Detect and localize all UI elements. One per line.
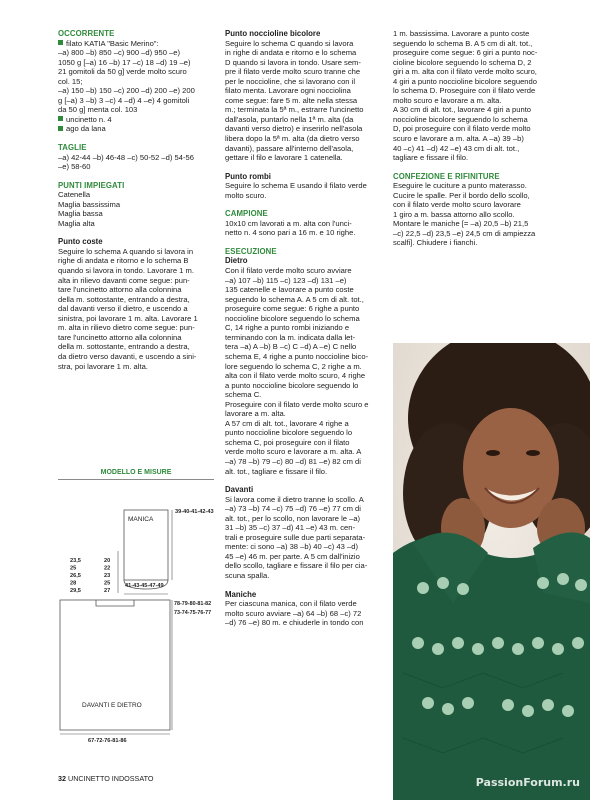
bullet-icon — [58, 126, 63, 131]
maniche-text — [225, 599, 382, 628]
dietro-line: alta con il filato verde molto scuro, 4 righe — [225, 371, 366, 381]
dietro-line: terminando con la m. indicata dalla let- — [225, 332, 356, 342]
dietro-line: Proseguire con il filato verde molto scuro e — [225, 399, 369, 409]
dietro-line: seguendo lo schema A. A 5 cm di alt. tot., — [225, 294, 364, 304]
campione-text — [225, 219, 382, 238]
left-measure-b: 22 — [104, 565, 111, 572]
coste-line: m. alta in rilievo dietro come segue: pun- — [58, 323, 195, 333]
left-measure-a: 23,5 — [70, 558, 81, 564]
dietro-line: lavorare a m. alta. — [225, 409, 286, 419]
confezione-line: 1 giro a m. bassa attorno allo scollo. — [393, 209, 515, 219]
confezione-line: Montare le maniche [= –a) 20,5 –b) 21,5 — [393, 219, 529, 229]
occorrente-lines — [58, 48, 214, 115]
coste-line: della m. sottostante, entrando a destra, — [58, 342, 190, 352]
rombi-title: Punto rombi — [225, 171, 271, 181]
noccioline-line: davanti verso dietro) e inserirlo nell'asola — [225, 124, 363, 134]
occorrente-line: g [–a) 3 –b) 3 –c) 4 –d) 4 –e) 4 gomitoli — [58, 95, 190, 105]
confezione-line: Cucire le spalle. Per il bordo dello scollo, — [393, 190, 530, 200]
noccioline-line: per le noccioline, che si lavorano con il — [225, 76, 356, 86]
modello-misure-diagram — [58, 469, 214, 752]
column-left — [58, 29, 214, 371]
model-photo-illustration — [393, 343, 590, 800]
noccioline-line: davanti), passare all'interno dell'asola, — [225, 143, 354, 153]
occorrente-needle: ago da lana — [58, 124, 214, 134]
column-middle — [225, 29, 382, 628]
manica-label: MANICA — [128, 516, 154, 523]
column-right — [393, 29, 551, 248]
punti-item: Catenella — [58, 190, 91, 200]
maniche-cont-line: seguendo lo schema B. A 5 cm di alt. tot., — [393, 38, 533, 48]
coste-line: righe di andata e ritorno e lo schema B — [58, 256, 189, 266]
dietro-line: verde molto scuro e lavorare a m. alta. A — [225, 447, 362, 457]
davanti-text — [225, 495, 382, 581]
maniche-cont-line: proseguire come segue: 6 giri a punto noc- — [393, 48, 538, 58]
body-label: DAVANTI E DIETRO — [82, 702, 142, 709]
noccioline-line: gettare il filo e lavorare 1 catenella. — [225, 153, 343, 163]
body-width-measure: 67-72-76-81-86 — [88, 738, 127, 744]
maniche-cont-line: tagliare e fissare il filo. — [393, 153, 469, 163]
neckline — [96, 600, 134, 606]
noccioline-line: come segue: fare 5 m. alte nella stessa — [225, 95, 358, 105]
davanti-line: mente: ci sono –a) 38 –b) 40 –c) 43 –d) — [225, 542, 358, 552]
dietro-line: Con il filato verde molto scuro avviare — [225, 266, 352, 276]
davanti-line: 45 –e) 46 m. per parte. A 5 cm dall'inizio — [225, 551, 360, 561]
manica-width-measure: 41-43-45-47-49 — [125, 583, 164, 589]
left-measure-b: 27 — [104, 588, 111, 594]
watermark: PassionForum.ru — [475, 776, 580, 789]
taglie-title: TAGLIE — [58, 143, 87, 153]
taglie-line: –e) 58-60 — [58, 162, 91, 172]
coste-line: stra, poi lavorare 1 m. alta. — [58, 361, 148, 371]
dietro-line: schema C, poi proseguire con il filato — [225, 437, 350, 447]
occorrente-hook: uncinetto n. 4 — [58, 115, 214, 125]
maniche-cont-line: D, poi proseguire con il filato verde molto — [393, 124, 531, 134]
noccioline-title: Punto noccioline bicolore — [225, 29, 321, 38]
maniche-cont-line: scuro e lavorare a m. alta. A –a) 39 –b) — [393, 134, 524, 144]
occorrente-line: –a) 150 –b) 150 –c) 200 –d) 200 –e) 200 — [58, 86, 195, 96]
coste-line: sinistra, poi lavorare 1 m. alta. Lavorare 1 — [58, 313, 198, 323]
maniche-line: molto scuro avviare –a) 64 –b) 68 –c) 72 — [225, 608, 362, 618]
maniche-line: Per ciascuna manica, con il filato verde — [225, 599, 357, 609]
taglie-line: –a) 42-44 –b) 46-48 –c) 50-52 –d) 54-56 — [58, 152, 194, 162]
davanti-line: alt. tot., per lo scollo, non lavorare le –a) — [225, 513, 361, 523]
maniche-continued-text — [393, 29, 551, 163]
noccioline-line: D quando si lavora in tondo. Usare sem- — [225, 57, 361, 67]
left-measure-b: 25 — [104, 580, 111, 587]
maniche-title: Maniche — [225, 589, 257, 599]
confezione-line: Eseguire le cuciture a punto materasso. — [393, 181, 527, 191]
page-number: 32 — [58, 774, 66, 783]
maniche-cont-line: giri a m. alta con il filato verde molto scuro, — [393, 67, 537, 77]
coste-line: Seguire lo schema A quando si lavora in — [58, 246, 194, 256]
maniche-cont-line: lo schema D. Proseguire con il filato verde — [393, 86, 536, 96]
esecuzione-title: ESECUZIONE — [225, 246, 277, 256]
maniche-cont-line: A 30 cm di alt. tot., lavorare 4 giri a punto — [393, 105, 532, 115]
dietro-line: A 57 cm di alt. tot., lavorare 4 righe a — [225, 418, 349, 428]
maniche-cont-line: cioline bicolore seguendo lo schema D, 2 — [393, 57, 532, 67]
coste-line: alta in rilievo davanti come segue: pun- — [58, 275, 190, 285]
coste-line: della m. sottostante, entrando a destra, — [58, 294, 190, 304]
dietro-line: tera –a) A –b) B –c) C –d) A –e) C nello — [225, 342, 357, 352]
left-measure-a: 28 — [70, 580, 77, 587]
page-footer — [58, 774, 153, 783]
rombi-text — [225, 181, 382, 200]
noccioline-line: filato menta. Lavorare ogni nocciolina — [225, 86, 351, 96]
coste-line: da dietro verso davanti, e uscendo a sini- — [58, 351, 197, 361]
occorrente-yarn: filato KATIA "Basic Merino": — [58, 39, 214, 49]
dietro-text — [225, 266, 382, 476]
noccioline-line: pre il filato verde molto scuro tranne che — [225, 67, 361, 77]
dietro-line: lore seguendo lo schema C, 2 righe a m. — [225, 361, 362, 371]
dietro-line: schema E, 4 righe a punto noccioline bico- — [225, 351, 369, 361]
davanti-line: –a) 73 –b) 74 –c) 75 –d) 76 –e) 77 cm di — [225, 504, 361, 514]
dietro-line: punto noccioline bicolore seguendo lo — [225, 428, 353, 438]
left-measure-b: 20 — [104, 558, 111, 564]
occorrente-line: col. 15; — [58, 76, 83, 86]
confezione-line: con il filato verde molto scuro lavorare — [393, 200, 521, 210]
noccioline-text — [225, 39, 382, 163]
schematic-svg — [58, 469, 214, 752]
maniche-cont-line: 1 m. bassissima. Lavorare a punto coste — [393, 29, 530, 38]
occorrente-line: 1050 g [–a) 16 –b) 17 –c) 18 –d) 19 –e) — [58, 57, 191, 67]
campione-title: CAMPIONE — [225, 209, 268, 219]
rombi-line: Seguire lo schema E usando il filato verde — [225, 181, 367, 191]
dietro-line: 135 catenelle e lavorare a punto coste — [225, 285, 354, 295]
punti-item: Maglia bassissima — [58, 199, 121, 209]
left-measure-a: 25 — [70, 565, 77, 572]
rombi-line: molto scuro. — [225, 190, 267, 200]
left-measures-a — [70, 558, 81, 594]
coste-line: tare l'uncinetto attorno alla colonnina — [58, 285, 182, 295]
dietro-line: alt. tot., tagliare e fissare il filo. — [225, 466, 328, 476]
dietro-line: noccioline bicolore seguendo lo schema — [225, 313, 360, 323]
occorrente-title: OCCORRENTE — [58, 29, 115, 38]
coste-line: dal davanti verso il dietro, e uscendo a — [58, 304, 188, 314]
davanti-line: trali e proseguire sulle due parti separata- — [225, 532, 366, 542]
dietro-line: schema C. — [225, 390, 262, 400]
confezione-line: –c) 22,5 –d) 23,5 –e) 24,5 cm di ampiezza — [393, 228, 536, 238]
maniche-cont-line: 40 –c) 41 –d) 42 –e) 43 cm di alt. tot., — [393, 143, 520, 153]
confezione-title: CONFEZIONE E RIFINITURE — [393, 171, 500, 181]
maniche-cont-line: 4 giri a punto noccioline bicolore seguendo — [393, 76, 537, 86]
diagram-title: MODELLO E MISURE — [100, 469, 172, 476]
bullet-icon — [58, 40, 63, 45]
left-measure-a: 26,5 — [70, 573, 81, 579]
dietro-line: a punto noccioline bicolore seguendo lo — [225, 380, 359, 390]
maniche-line: –d) 76 –e) 80 m. e chiuderle in tondo con — [225, 618, 364, 628]
noccioline-line: libera dopo la 5ª m. alta (da dietro verso — [225, 134, 360, 144]
model-photo — [393, 343, 590, 800]
maniche-cont-line: molto scuro e lavorare a m. alta. — [393, 95, 502, 105]
body-height-measure: 78-79-80-81-82 — [174, 601, 212, 607]
maniche-cont-line: noccioline bicolore seguendo lo schema — [393, 114, 528, 124]
davanti-title: Davanti — [225, 485, 254, 495]
campione-line: 10x10 cm lavorati a m. alta con l'unci- — [225, 218, 352, 228]
bullet-icon — [58, 116, 63, 121]
noccioline-line: dall'asola, puntarlo nella 1ª m. alta (da — [225, 114, 354, 124]
noccioline-line: in righe di andata e ritorno e lo schema — [225, 48, 357, 58]
body-outline — [60, 600, 170, 730]
davanti-line: 31 –b) 35 –c) 37 –d) 41 –e) 43 m. cen- — [225, 523, 356, 533]
punti-list — [58, 190, 214, 228]
occorrente-line: –a) 800 –b) 850 –c) 900 –d) 950 –e) — [58, 48, 181, 58]
davanti-line: dello scollo, tagliare e fissare il filo per cia- — [225, 561, 368, 571]
body-height-measure-2: 73-74-75-76-77 — [174, 610, 212, 616]
coste-text — [58, 247, 214, 371]
left-measure-a: 29,5 — [70, 588, 81, 594]
occorrente-line: da 50 g] menta col. 103 — [58, 105, 138, 115]
magazine-name: UNCINETTO INDOSSATO — [68, 774, 154, 783]
noccioline-line: m.; terminata la 5ª m., estrarre l'uncinetto — [225, 105, 364, 115]
dietro-line: –a) 78 –b) 79 –c) 80 –d) 81 –e) 82 cm di — [225, 456, 361, 466]
coste-line: quando si lavora in tondo. Lavorare 1 m. — [58, 266, 194, 276]
dietro-line: proseguire come segue: 6 righe a punto — [225, 304, 360, 314]
dietro-title: Dietro — [225, 256, 248, 266]
coste-line: tare l'uncinetto attorno alla colonnina — [58, 332, 182, 342]
left-measure-b: 23 — [104, 573, 111, 579]
confezione-line: scalfi]. Chiudere i fianchi. — [393, 238, 478, 248]
confezione-text — [393, 181, 551, 248]
taglie-lines — [58, 153, 214, 172]
noccioline-line: Seguire lo schema C quando si lavora — [225, 38, 354, 48]
coste-title: Punto coste — [58, 237, 103, 247]
punti-item: Maglia alta — [58, 218, 95, 228]
punti-title: PUNTI IMPIEGATI — [58, 180, 125, 190]
left-measures-b — [104, 558, 110, 594]
campione-line: netto n. 4 sono pari a 16 m. e 10 righe. — [225, 228, 356, 238]
dietro-line: C, 14 righe a punto rombi iniziando e — [225, 323, 350, 333]
punti-item: Maglia bassa — [58, 209, 103, 219]
occorrente-line: 21 gomitoli da 50 g] verde molto scuro — [58, 67, 187, 77]
manica-height-measure: 39-40-41-42-43 — [175, 509, 214, 515]
davanti-line: scuna spalla. — [225, 570, 270, 580]
dietro-line: –a) 107 –b) 115 –c) 123 –d) 131 –e) — [225, 275, 347, 285]
davanti-line: Si lavora come il dietro tranne lo scollo. A — [225, 494, 364, 504]
